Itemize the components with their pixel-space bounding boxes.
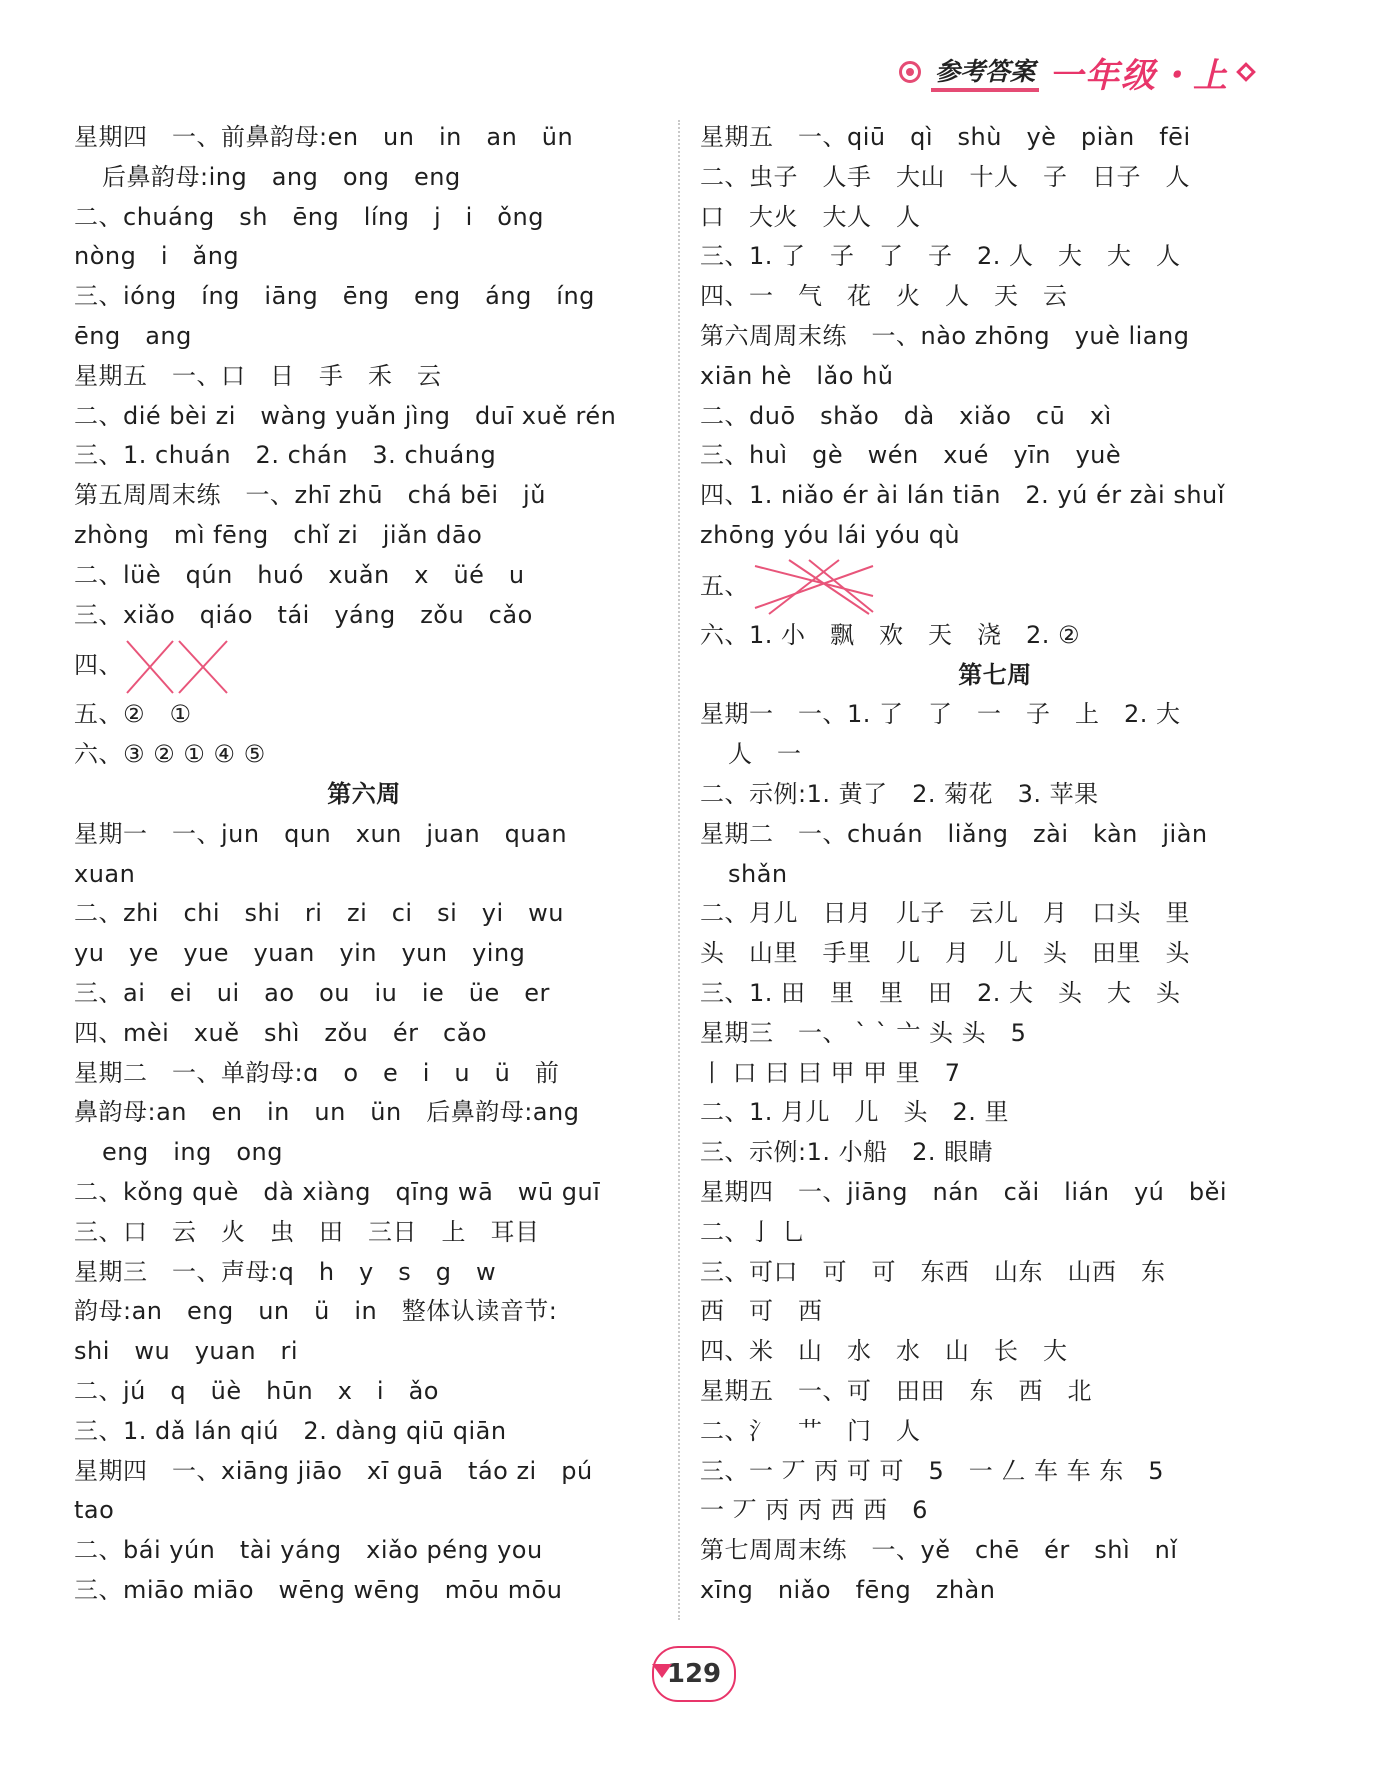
answer-line [700, 397, 1290, 437]
answer-text: zhòng mì fēng chǐ zi jiǎn dāo [74, 520, 483, 549]
answer-line [74, 198, 654, 238]
answer-text: 三、1. chuán 2. chán 3. chuáng [74, 441, 497, 470]
answer-line [700, 317, 1290, 357]
answer-text: 三、示例:1. 小船 2. 眼睛 [700, 1138, 994, 1167]
answer-text: 二、kǒng què dà xiàng qīng wā wū guī [74, 1177, 601, 1206]
answer-line [74, 1253, 654, 1293]
answer-line [74, 934, 654, 974]
cross-line [755, 566, 873, 596]
answer-text: shǎn [728, 859, 788, 888]
right-column [700, 118, 1290, 1611]
answer-line [700, 198, 1290, 238]
answer-line [700, 1571, 1290, 1611]
answer-text: 韵母:an eng un ü in 整体认读音节: [74, 1297, 558, 1326]
answer-text: 二、bái yún tài yáng xiǎo péng you [74, 1536, 543, 1565]
answer-text: yu ye yue yuan yin yun ying [74, 939, 526, 968]
answer-line [700, 1133, 1290, 1173]
answer-line [700, 556, 1290, 616]
answer-text: tao [74, 1496, 115, 1525]
answer-text: 六、1. 小 飘 欢 天 浇 2. ② [700, 620, 1081, 649]
answer-text: 二、氵 艹 门 人 [700, 1416, 921, 1445]
left-column [74, 118, 654, 1611]
answer-text: 星期一 一、jun qun xun juan quan [74, 819, 568, 848]
answer-line [74, 596, 654, 636]
section-heading [74, 775, 654, 815]
page-number-text: 129 [666, 1659, 722, 1689]
answer-text: 第五周周末练 一、zhī zhū chá bēi jǔ [74, 481, 546, 510]
answer-text: 二、月儿 日月 儿子 云儿 月 口头 里 [700, 899, 1190, 928]
answer-line [700, 1054, 1290, 1094]
answer-text: 二、duō shǎo dà xiǎo cū xì [700, 401, 1112, 430]
answer-line [700, 237, 1290, 277]
answer-text: 三、xiǎo qiáo tái yáng zǒu cǎo [74, 600, 533, 629]
answer-text: 星期三 一、声母:q h y s g w [74, 1257, 497, 1286]
answer-line [74, 317, 654, 357]
header-tag: 参考答案 [931, 52, 1039, 92]
answer-text: 四、1. niǎo ér ài lán tiān 2. yú ér zài shuǐ [700, 481, 1225, 510]
answer-text: 二、1. 月儿 儿 头 2. 里 [700, 1098, 1010, 1127]
answer-text: 星期五 一、口 日 手 禾 云 [74, 361, 442, 390]
answer-line [74, 695, 654, 735]
header-grade: 一年级・上 [1049, 55, 1229, 96]
answer-text: xīng niǎo fēng zhàn [700, 1575, 996, 1604]
answer-text: 三、口 云 火 虫 田 三日 上 耳目 [74, 1217, 540, 1246]
answer-text: 第七周 [958, 660, 1032, 689]
answer-line [74, 1412, 654, 1452]
answer-text: 三、miāo miāo wēng wēng mōu mōu [74, 1575, 563, 1604]
answer-line [74, 476, 654, 516]
answer-text: 四、mèi xuě shì zǒu ér cǎo [74, 1018, 488, 1047]
answer-text: eng ing ong [102, 1138, 283, 1167]
answer-line [700, 974, 1290, 1014]
answer-line [74, 1372, 654, 1412]
answer-line [74, 118, 654, 158]
column-divider [678, 120, 680, 1620]
answer-text: 三、ióng íng iāng ēng eng áng íng [74, 282, 595, 311]
answer-text: 鼻韵母:an en in un ün 后鼻韵母:ang [74, 1098, 580, 1127]
answer-line [74, 735, 654, 775]
answer-text: 二、zhi chi shi ri zi ci si yi wu [74, 899, 564, 928]
answer-text: shi wu yuan ri [74, 1337, 299, 1366]
answer-line [74, 158, 654, 198]
answer-text: 二、dié bèi zi wàng yuǎn jìng duī xuě rén [74, 401, 617, 430]
answer-line [700, 1412, 1290, 1452]
answer-text: 三、可口 可 可 东西 山东 山西 东 [700, 1257, 1166, 1286]
answer-line [74, 635, 654, 695]
answer-line [700, 1093, 1290, 1133]
answer-text: 第七周周末练 一、yě chē ér shì nǐ [700, 1536, 1178, 1565]
answer-text: 星期四 一、xiāng jiāo xī guā táo zi pú [74, 1456, 593, 1485]
answer-text: 人 一 [728, 740, 802, 769]
answer-line [700, 1491, 1290, 1531]
cross-line [755, 566, 873, 608]
answer-line [74, 556, 654, 596]
answer-line [74, 436, 654, 476]
answer-line [700, 815, 1290, 855]
answer-line [74, 516, 654, 556]
answer-text: 星期四 一、jiāng nán cǎi lián yú běi [700, 1177, 1228, 1206]
answer-text: zhōng yóu lái yóu qù [700, 520, 961, 549]
answer-line [74, 1531, 654, 1571]
answer-line [74, 815, 654, 855]
answer-line [700, 1531, 1290, 1571]
answer-text: 四、一 气 花 火 人 天 云 [700, 282, 1068, 311]
answer-line [74, 357, 654, 397]
answer-text: nòng i ǎng [74, 242, 240, 271]
answer-line [74, 1213, 654, 1253]
answer-line [700, 158, 1290, 198]
answer-text: 丨 口 曰 曰 甲 甲 里 7 [700, 1058, 961, 1087]
answer-text: 三、1. dǎ lán qiú 2. dàng qiū qiān [74, 1416, 507, 1445]
answer-text: 三、1. 了 子 了 子 2. 人 大 大 人 [700, 242, 1181, 271]
answer-line [700, 476, 1290, 516]
answer-line [74, 237, 654, 277]
answer-text: 三、ai ei ui ao ou iu ie üe er [74, 978, 550, 1007]
answer-line [74, 1093, 654, 1133]
answer-text: 四、米 山 水 水 山 长 大 [700, 1337, 1068, 1366]
answer-text: 第六周 [327, 779, 401, 808]
answer-line [74, 1014, 654, 1054]
answer-text: 星期二 一、chuán liǎng zài kàn jiàn [700, 819, 1208, 848]
answer-text: xiān hè lǎo hǔ [700, 361, 894, 390]
answer-text: 三、1. 田 里 里 田 2. 大 头 大 头 [700, 978, 1181, 1007]
answer-text: 三、一 丆 丙 可 可 5 一 𠃋 车 车 东 5 [700, 1456, 1165, 1485]
answer-text: 星期三 一、 ` ` 亠 头 头 5 [700, 1018, 1027, 1047]
answer-line [700, 1253, 1290, 1293]
answer-line [700, 616, 1290, 656]
answer-text: 三、huì gè wén xué yīn yuè [700, 441, 1122, 470]
answer-text: 二、示例:1. 黄了 2. 菊花 3. 苹果 [700, 779, 1099, 808]
answer-line [74, 397, 654, 437]
answer-line [700, 436, 1290, 476]
answer-text: 二、虫子 人手 大山 十人 子 日子 人 [700, 162, 1190, 191]
answer-line [74, 1292, 654, 1332]
answer-line [74, 1571, 654, 1611]
answer-text: 六、③ ② ① ④ ⑤ [74, 740, 266, 769]
answer-text: 二、jú q üè hūn x i ǎo [74, 1376, 439, 1405]
answer-line [74, 1133, 654, 1173]
answer-text: 二、lüè qún huó xuǎn x üé u [74, 560, 525, 589]
answer-line [700, 934, 1290, 974]
answer-text: 西 可 西 [700, 1297, 823, 1326]
answer-line [700, 277, 1290, 317]
answer-text: 五、② ① [74, 700, 192, 729]
answer-line [700, 695, 1290, 735]
answer-line [74, 1491, 654, 1531]
answer-line [74, 1173, 654, 1213]
page-header [899, 44, 1253, 100]
answer-line [700, 775, 1290, 815]
answer-text: 第六周周末练 一、nào zhōng yuè liang [700, 321, 1190, 350]
answer-text: 后鼻韵母:ing ang ong eng [102, 162, 461, 191]
diamond-icon [1236, 62, 1256, 82]
answer-line [700, 735, 1290, 775]
answer-line [74, 1452, 654, 1492]
answer-text: 星期四 一、前鼻韵母:en un in an ün [74, 123, 574, 151]
answer-line [74, 1332, 654, 1372]
section-heading [700, 656, 1290, 696]
answer-line [700, 1014, 1290, 1054]
answer-line [700, 357, 1290, 397]
page-number [652, 1646, 736, 1702]
answer-text: 星期一 一、1. 了 了 一 子 上 2. 大 [700, 700, 1181, 729]
answer-text: 四、 [74, 651, 123, 680]
answer-text: ēng ang [74, 321, 192, 350]
answer-line [74, 277, 654, 317]
answer-text: 五、 [700, 571, 749, 600]
cross-lines-figure [749, 556, 879, 618]
answer-line [74, 1054, 654, 1094]
answer-text: 星期二 一、单韵母:ɑ o e i u ü 前 [74, 1058, 560, 1087]
answer-line [700, 118, 1290, 158]
answer-line [700, 1213, 1290, 1253]
answer-line [700, 516, 1290, 556]
answer-line [700, 1292, 1290, 1332]
answer-line [700, 1452, 1290, 1492]
answer-text: 一 丆 丙 丙 西 西 6 [700, 1496, 928, 1525]
answer-text: 口 大火 大人 人 [700, 202, 921, 231]
answer-line [700, 1372, 1290, 1412]
answer-line [74, 855, 654, 895]
answer-text: 二、亅 乚 [700, 1217, 807, 1246]
answer-text: xuan [74, 859, 136, 888]
answer-line [74, 894, 654, 934]
answer-text: 星期五 一、qiū qì shù yè piàn fēi [700, 123, 1191, 151]
answer-line [74, 974, 654, 1014]
circle-dot-icon [899, 61, 921, 83]
answer-text: 头 山里 手里 儿 月 儿 头 田里 头 [700, 939, 1190, 968]
answer-line [700, 1173, 1290, 1213]
answer-line [700, 855, 1290, 895]
cross-lines-figure [123, 635, 233, 697]
answer-text: 二、chuáng sh ēng líng j i ǒng [74, 202, 544, 231]
answer-text: 星期五 一、可 田田 东 西 北 [700, 1376, 1092, 1405]
answer-line [700, 1332, 1290, 1372]
answer-line [700, 894, 1290, 934]
